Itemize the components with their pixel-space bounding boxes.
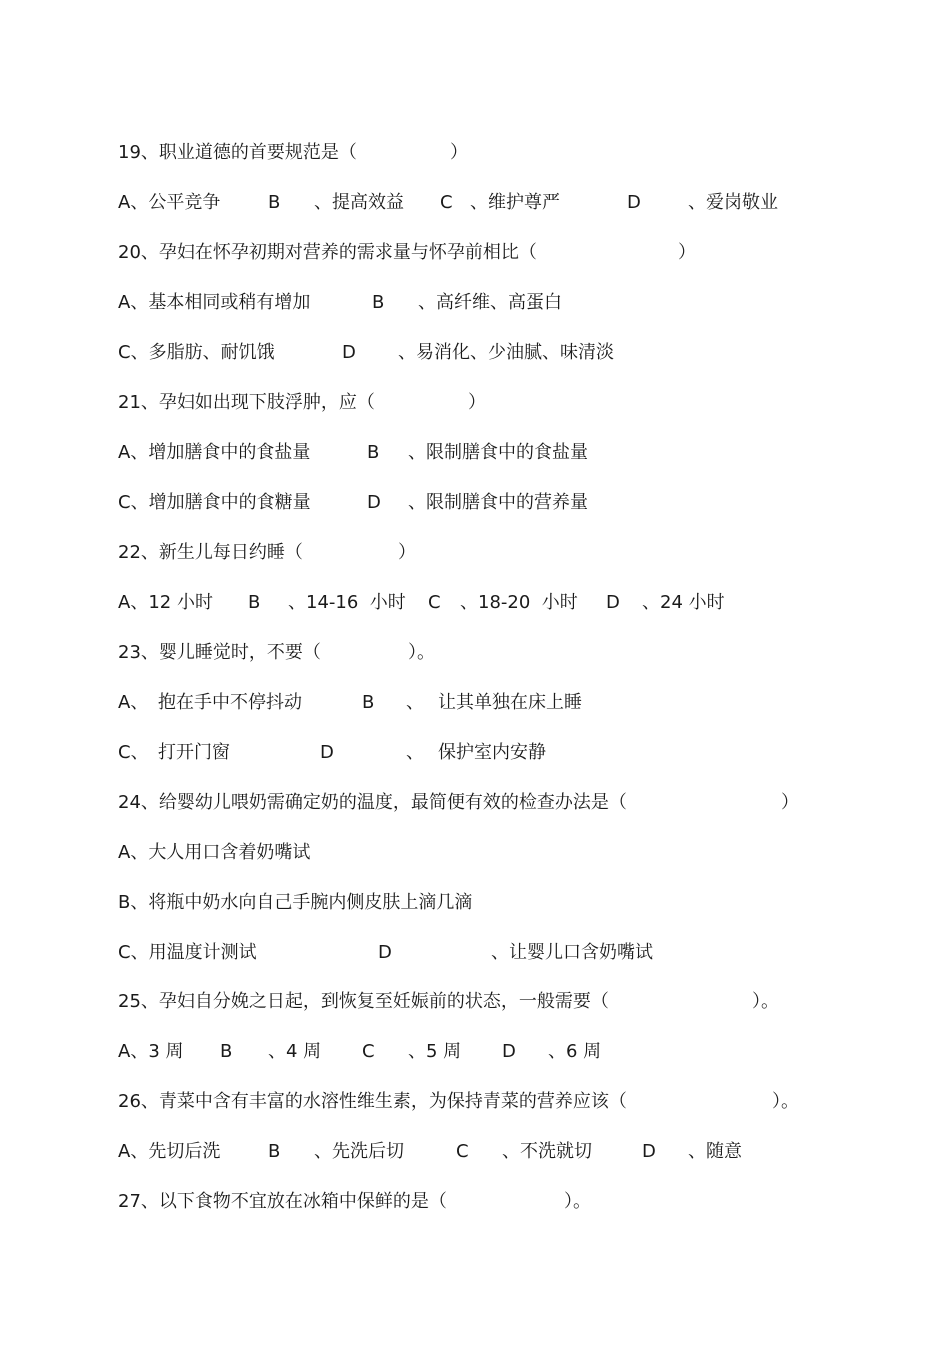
answer-blank-close: ）。 bbox=[752, 991, 779, 1012]
question-27 bbox=[0, 1187, 950, 1217]
option-d-letter: D bbox=[367, 492, 381, 513]
options-22 bbox=[0, 588, 950, 618]
option-b-letter: B bbox=[372, 292, 385, 313]
option-b-letter: B bbox=[220, 1041, 233, 1062]
options-20-ab bbox=[0, 288, 950, 318]
option-c-letter: C bbox=[456, 1141, 469, 1162]
answer-blank-close: ） bbox=[781, 792, 799, 813]
question-text: 20、孕妇在怀孕初期对营养的需求量与怀孕前相比（ bbox=[118, 242, 537, 263]
option-c: C、用温度计测试 bbox=[118, 942, 257, 963]
option-b-letter: B bbox=[268, 1141, 281, 1162]
options-21-ab bbox=[0, 438, 950, 468]
option-d-text: 、限制膳食中的营养量 bbox=[408, 492, 588, 513]
question-22 bbox=[0, 538, 950, 568]
option-a: A、公平竞争 bbox=[118, 192, 221, 213]
question-text: 26、青菜中含有丰富的水溶性维生素，为保持青菜的营养应该（ bbox=[118, 1091, 627, 1112]
option-b: B、将瓶中奶水向自己手腕内侧皮肤上滴几滴 bbox=[118, 892, 473, 913]
question-23 bbox=[0, 638, 950, 668]
options-23-ab bbox=[0, 688, 950, 718]
options-26 bbox=[0, 1137, 950, 1167]
options-23-cd bbox=[0, 738, 950, 768]
options-25 bbox=[0, 1037, 950, 1067]
option-b-text: 、高纤维、高蛋白 bbox=[418, 292, 562, 313]
option-c-letter: C bbox=[362, 1041, 375, 1062]
option-d-letter: D bbox=[627, 192, 641, 213]
answer-blank-close: ） bbox=[678, 242, 696, 263]
option-b-sep: 、 bbox=[406, 692, 424, 713]
question-text: 21、孕妇如出现下肢浮肿，应（ bbox=[118, 392, 375, 413]
option-d-text: 、让婴儿口含奶嘴试 bbox=[491, 942, 653, 963]
option-a: A、增加膳食中的食盐量 bbox=[118, 442, 311, 463]
option-a: A、12 小时 bbox=[118, 592, 213, 613]
option-24-b bbox=[0, 888, 950, 918]
question-text: 19、职业道德的首要规范是（ bbox=[118, 142, 357, 163]
option-d-text: 保护室内安静 bbox=[438, 742, 546, 763]
options-24-cd bbox=[0, 938, 950, 968]
option-c-letter: C bbox=[440, 192, 453, 213]
question-text: 23、婴儿睡觉时，不要（ bbox=[118, 642, 321, 663]
option-b-letter: B bbox=[268, 192, 281, 213]
option-24-a bbox=[0, 838, 950, 868]
option-c-text: 、不洗就切 bbox=[502, 1141, 592, 1162]
option-d-letter: D bbox=[606, 592, 620, 613]
question-19 bbox=[0, 138, 950, 168]
option-b-letter: B bbox=[367, 442, 380, 463]
option-b-text: 、限制膳食中的食盐量 bbox=[408, 442, 588, 463]
option-d-letter: D bbox=[642, 1141, 656, 1162]
option-c-text: 、维护尊严 bbox=[470, 192, 560, 213]
option-d-letter: D bbox=[320, 742, 334, 763]
answer-blank-close: ）。 bbox=[772, 1091, 799, 1112]
option-a: A、大人用口含着奶嘴试 bbox=[118, 842, 311, 863]
option-d-letter: D bbox=[502, 1041, 516, 1062]
options-20-cd bbox=[0, 338, 950, 368]
answer-blank-close: ）。 bbox=[564, 1191, 591, 1212]
option-c: C、多脂肪、耐饥饿 bbox=[118, 342, 275, 363]
options-21-cd bbox=[0, 488, 950, 518]
option-d-text: 、爱岗敬业 bbox=[688, 192, 778, 213]
option-c-text: 、18-20 小时 bbox=[460, 592, 578, 613]
option-d-text: 、24 小时 bbox=[642, 592, 725, 613]
option-a: A、3 周 bbox=[118, 1041, 184, 1062]
option-d-letter: D bbox=[378, 942, 392, 963]
question-20 bbox=[0, 238, 950, 268]
question-25 bbox=[0, 987, 950, 1017]
question-text: 27、以下食物不宜放在冰箱中保鲜的是（ bbox=[118, 1191, 447, 1212]
options-19 bbox=[0, 188, 950, 218]
option-a: A、基本相同或稍有增加 bbox=[118, 292, 311, 313]
option-d-letter: D bbox=[342, 342, 356, 363]
option-c: C、增加膳食中的食糖量 bbox=[118, 492, 311, 513]
question-21 bbox=[0, 388, 950, 418]
option-b-text: 、4 周 bbox=[268, 1041, 322, 1062]
option-a-text: 抱在手中不停抖动 bbox=[158, 692, 302, 713]
question-26 bbox=[0, 1087, 950, 1117]
answer-blank-close: ）。 bbox=[408, 642, 435, 663]
option-b-text: 、14-16 小时 bbox=[288, 592, 406, 613]
option-c-letter: C bbox=[428, 592, 441, 613]
option-d-text: 、6 周 bbox=[548, 1041, 602, 1062]
option-d-text: 、随意 bbox=[688, 1141, 742, 1162]
option-c-label: C、 bbox=[118, 742, 149, 763]
option-d-sep: 、 bbox=[406, 742, 424, 763]
answer-blank-close: ） bbox=[398, 542, 416, 563]
answer-blank-close: ） bbox=[450, 142, 468, 163]
option-b-text: 让其单独在床上睡 bbox=[438, 692, 582, 713]
answer-blank-close: ） bbox=[468, 392, 486, 413]
option-c-text: 打开门窗 bbox=[158, 742, 230, 763]
question-24 bbox=[0, 788, 950, 818]
option-a: A、先切后洗 bbox=[118, 1141, 221, 1162]
option-b-letter: B bbox=[248, 592, 261, 613]
option-b-text: 、提高效益 bbox=[314, 192, 404, 213]
option-b-letter: B bbox=[362, 692, 375, 713]
option-b-text: 、先洗后切 bbox=[314, 1141, 404, 1162]
question-text: 25、孕妇自分娩之日起，到恢复至妊娠前的状态，一般需要（ bbox=[118, 991, 609, 1012]
option-a-label: A、 bbox=[118, 692, 149, 713]
question-text: 24、给婴幼儿喂奶需确定奶的温度，最简便有效的检查办法是（ bbox=[118, 792, 627, 813]
option-d-text: 、易消化、少油腻、味清淡 bbox=[398, 342, 614, 363]
question-text: 22、新生儿每日约睡（ bbox=[118, 542, 303, 563]
option-c-text: 、5 周 bbox=[408, 1041, 462, 1062]
